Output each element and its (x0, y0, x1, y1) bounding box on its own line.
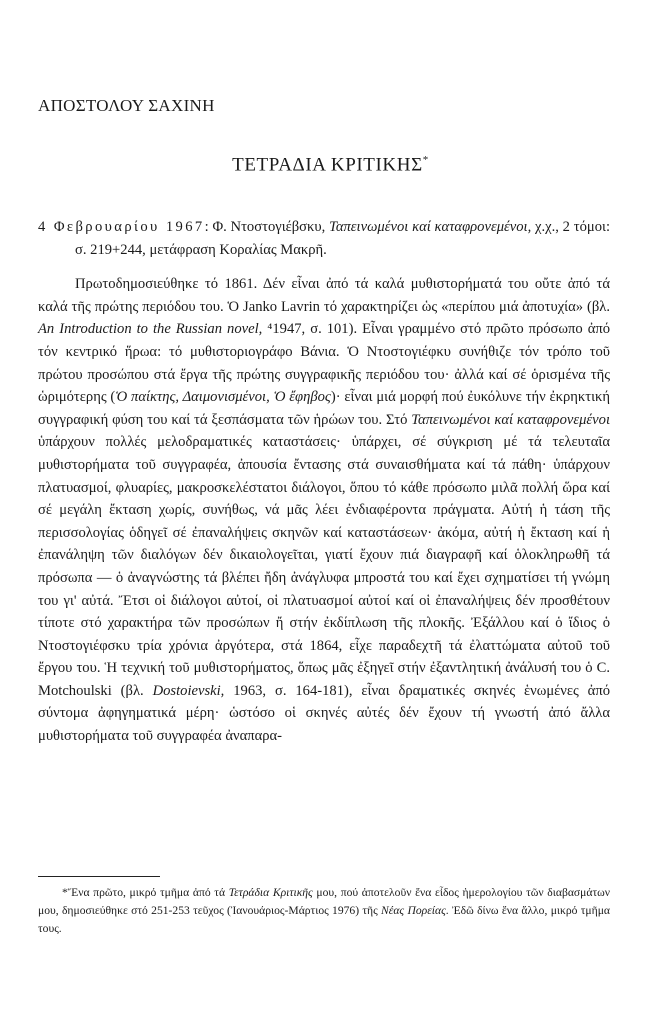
footnote-part-2: μου, πού ἀποτελοῦν ἕνα εἶδος ἡμερολογίου τῶν διαβασμάτων μου, δημοσιεύθηκε στό 251-253 τεῦχος (Ἰανουάριος-Μάρτιος 1976) τῆς (38, 886, 610, 917)
footnote-marker: * (62, 886, 68, 899)
footnote-part-3: . Ἐδῶ δίνω ἕνα ἄλλο, μικρό τμῆμα τους. (38, 904, 611, 935)
para-part-3: )· εἶναι μιά μορφή πού ἐυκόλυνε τήν ἐκρηκτική συγγραφική φύση του καί τά ξεσπάσματα τῶν ἡρώων του. Στό (38, 389, 610, 428)
entry-details: χ.χ., 2 τόμοι: σ. 219+244, μετάφραση Κοραλίας Μακρῆ. (75, 219, 610, 258)
entry-colon: : (204, 219, 209, 235)
footnote-divider (38, 876, 160, 877)
para-part-5: 1963, σ. 164-181), εἶναι δραματικές σκηνές ἑνωμένες ἀπό σύντομα ἀφηγηματικά μέρη· ὡστόσο οἱ σκηνές αὐτές δέν ἔχουν τή γνωστή ἀπό ἄλλα μυθιστορήματα τοῦ συγγραφέα ἀναπαρα- (38, 682, 610, 745)
works-list: Ὁ παίκτης, Δαιμονισμένοι, Ὁ ἔφηβος (115, 389, 331, 406)
footnote-part-1: Ἕνα πρῶτο, μικρό τμῆμα ἀπό τά (67, 886, 229, 899)
diary-entry-heading (38, 216, 610, 261)
footnote-notebooks-title: Τετράδια Κριτικῆς (228, 886, 313, 899)
title-footnote-marker: * (422, 154, 429, 166)
footnote (38, 884, 610, 938)
para-part-1: Πρωτοδημοσιεύθηκε τό 1861. Δέν εἶναι ἀπό τά καλά μυθιστορήματά του οὔτε ἀπό τά καλά τῆς πρώτης περιόδου του. Ὁ Janko Lavrin τό χαρακτηρίζει ὡς «περίπου μιά ἀποτυχία» (βλ. (38, 276, 610, 315)
book-reference: Ταπεινωμένοι καί καταφρονεμένοι (411, 411, 610, 428)
footnote-journal-title: Νέας Πορείας (381, 904, 446, 917)
body-text (38, 216, 610, 748)
entry-date: 4 Φεβρουαρίου 1967 (38, 219, 205, 235)
entry-book-title: Ταπεινωμένοι καί καταφρονεμένοι, (329, 219, 532, 235)
para-part-4: ὑπάρχουν πολλές μελοδραματικές καταστάσεις· ὑπάρχει, σέ σύγκριση μέ τά τελευταῖα μυθιστορήματα τοῦ συγγραφέα, ἀπουσία ἔντασης στά συναισθήματα καί τά πάθη· ὑπάρχουν πλατυασμοί, φλυαρίες, μακροσκελέστατοι διάλογοι, ὅπου τό κάθε πρόσωπο μιλᾶ πολλή ὥρα καί σέ μεγάλη ἔκταση χωρίς, συνήθως, νά μᾶς λέει ἐνδιαφέροντα πράγματα. Αὐτή ἡ τάση τῆς περισσολογίας ὁδηγεῖ σέ ἐπαναλήψεις σκηνῶν καί καταστάσεων· ἀκόμα, αὐτή ἡ ἔκταση καί ἡ ἐπανάληψη τῶν διαλόγων δέν δικαιολογεῖται, γιατί ἔχουν πιά διαγραφῆ καί ὁλοκληρωθῆ τά πρόσωπα — ὁ ἀναγνώστης τά βλέπει ἤδη ἀνάγλυφα μπροστά του καί ἔχει σχηματίσει τή γνώμη του γι' αὐτά. Ἔτσι οἱ διάλογοι αὐτοί, οἱ πλατυασμοί αὐτοί καί οἱ ἐπαναλήψεις δέν προσθέτουν τίποτε στό χαρακτήρα τῶν προσώπων ἤ στήν ἐκδίπλωση τῆς πλοκῆς. Ἐξάλλου καί ὁ ἴδιος ὁ Ντοστογιέφσκυ τρία χρόνια ἀργότερα, στά 1864, εἶχε παραδεχτῆ τά ἐλαττώματα αὐτοῦ τοῦ ἔργου του. Ἡ τεχνική τοῦ μυθιστορήματος, ὅπως μᾶς ἐξηγεῖ στήν ἐξαντλητική ἀνάλυσή του ὁ C. Motchoulski (βλ. (38, 434, 610, 699)
motchoulski-book-title: Dostoievski, (152, 682, 225, 699)
lavrin-book-title: An Introduction to the Russian novel, (38, 321, 263, 338)
title-text: ΤΕΤΡΑΔΙΑ ΚΡΙΤΙΚΗΣ (232, 154, 423, 176)
entry-author: Φ. Ντοστογιέβσκυ, (208, 219, 330, 235)
main-paragraph (38, 273, 610, 747)
author-name: ΑΠΟΣΤΟΛΟΥ ΣΑΧΙΝΗ (38, 96, 215, 115)
page-title (0, 154, 651, 176)
para-part-2: ⁴1947, σ. 101). Εἶναι γραμμένο στό πρῶτο πρόσωπο ἀπό τόν κεντρικό ἥρωα: τό μυθιστοριογράφο Βάνια. Ὁ Ντοστογιέφκυ συνήθιζε τόν τρόπο τοῦ πρώτου προσώπου στά ἔργα τῆς πρώτης συγγραφικῆς περιόδου του· ἀλλά καί σέ ὁρισμένα τῆς ὡριμότερης ( (38, 321, 611, 406)
